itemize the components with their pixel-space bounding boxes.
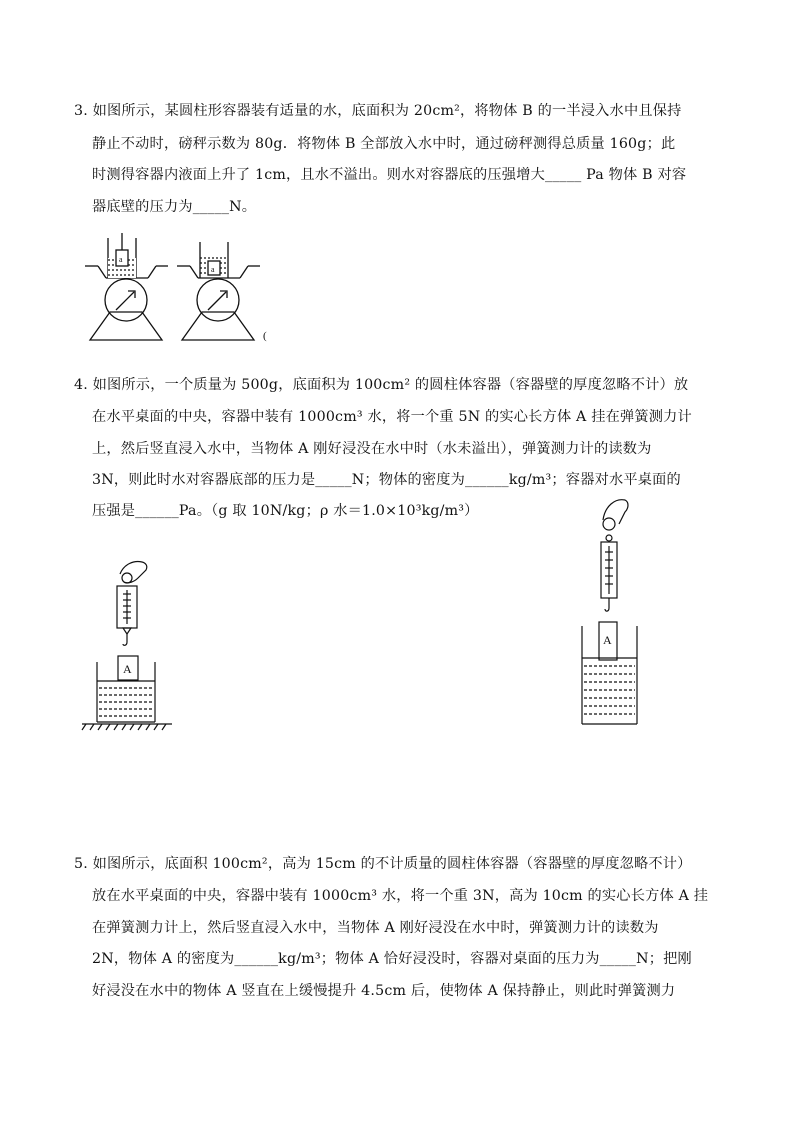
- q3-right-label: a: [211, 265, 215, 274]
- q3-line-1: 3. 如图所示，某圆柱形容器装有适量的水，底面积为 20cm²，将物体 B 的一半浸入水中且保持: [74, 103, 682, 119]
- q3-paren: (: [263, 330, 267, 342]
- q3-line-4: 器底壁的压力为_____N。: [92, 199, 257, 215]
- q4-line-4: 3N，则此时水对容器底部的压力是_____N；物体的密度为______kg/m³；容器对水平桌面的: [92, 472, 681, 488]
- q5-line-5: 好浸没在水中的物体 A 竖直在上缓慢提升 4.5cm 后，使物体 A 保持静止，则此时弹簧测力: [92, 983, 676, 999]
- q3-left-label: a: [119, 255, 123, 264]
- q4-line-2: 在水平桌面的中央，容器中装有 1000cm³ 水，将一个重 5N 的实心长方体 A 挂在弹簧测力计: [92, 409, 692, 425]
- q3-scales-figure: [80, 228, 280, 346]
- q3-right-scale: [177, 242, 260, 340]
- q5-line-4: 2N，物体 A 的密度为______kg/m³；物体 A 恰好浸没时，容器对桌面的压力为_____N；把刚: [92, 951, 692, 967]
- q4-left-label-A: A: [123, 662, 132, 676]
- q4-line-3: 上，然后竖直浸入水中，当物体 A 刚好浸没在水中时（水未溢出），弹簧测力计的读数为: [92, 441, 652, 457]
- hand-icon: [603, 500, 628, 524]
- q4-left-figure: [80, 556, 180, 734]
- q4-right-label-A: A: [603, 633, 612, 647]
- q5-line-3: 在弹簧测力计上，然后竖直浸入水中，当物体 A 刚好浸没在水中时，弹簧测力计的读数为: [92, 920, 659, 936]
- q5-line-2: 放在水平桌面的中央，容器中装有 1000cm³ 水，将一个重 3N，高为 10cm 的实心长方体 A 挂: [92, 888, 709, 904]
- q4-line-5: 压强是______Pa。（g 取 10N/kg；ρ 水＝1.0×10³kg/m³）: [92, 503, 479, 519]
- q3-line-2: 静止不动时，磅秤示数为 80g．将物体 B 全部放入水中时，通过磅秤测得总质量 160g；此: [92, 136, 676, 152]
- q4-line-1: 4. 如图所示，一个质量为 500g，底面积为 100cm² 的圆柱体容器（容器壁的厚度忽略不计）放: [74, 377, 689, 393]
- q5-line-1: 5. 如图所示，底面积 100cm²，高为 15cm 的不计质量的圆柱体容器（容器壁的厚度忽略不计）: [74, 856, 692, 872]
- q3-line-3: 时测得容器内液面上升了 1cm，且水不溢出。则水对容器底的压强增大_____ Pa 物体 B 对容: [92, 167, 687, 183]
- q4-right-figure: [575, 494, 655, 730]
- q3-left-scale: [85, 233, 168, 340]
- hand-icon: [120, 562, 147, 583]
